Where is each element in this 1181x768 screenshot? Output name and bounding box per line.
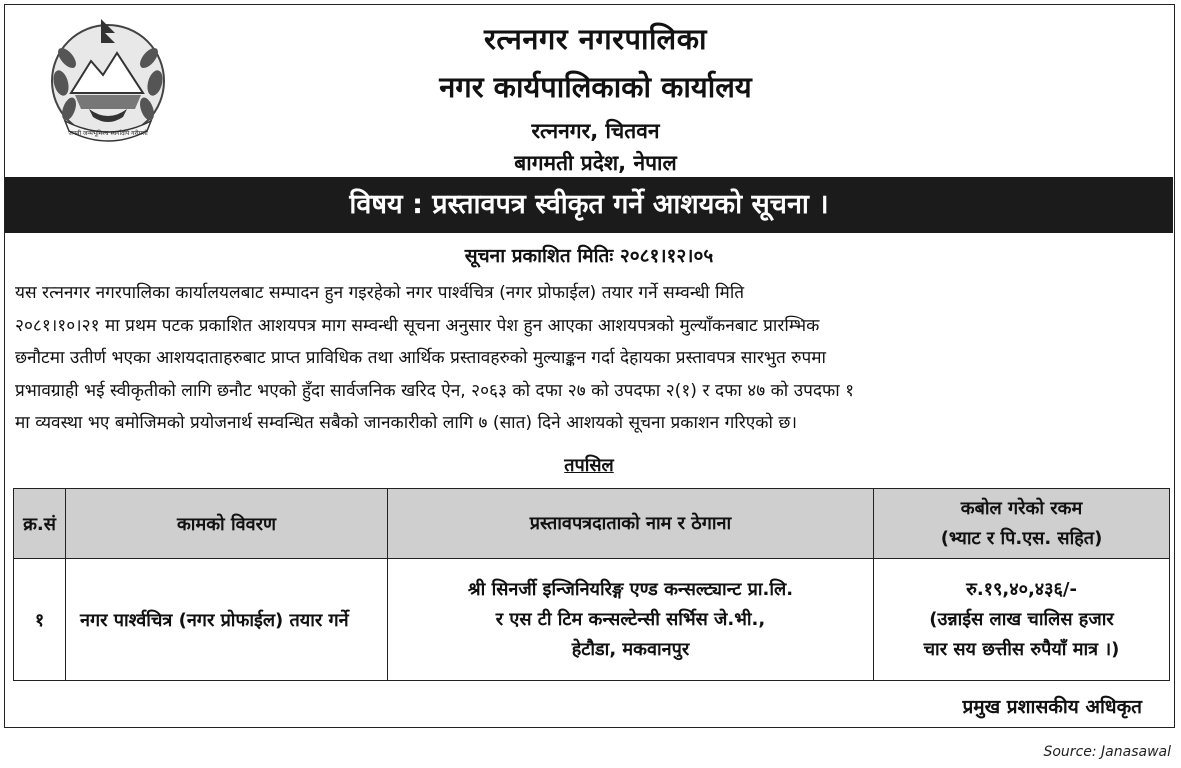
cell-sn: १ <box>14 559 66 681</box>
source-credit: Source: Janasawal <box>1043 744 1171 760</box>
body-line: यस रत्ननगर नगरपालिका कार्यालयलबाट सम्पादन हुन गइरहेको नगर पार्श्वचित्र (नगर प्रोफाईल) तयार गर्ने सम्वन्धी मिति <box>15 283 745 303</box>
address-line-2: बागमती प्रदेश, नेपाल <box>514 151 677 175</box>
header-description: कामको विवरण <box>66 489 388 559</box>
subject-heading: विषय : प्रस्तावपत्र स्वीकृत गर्ने आशयको सूचना । <box>5 177 1173 233</box>
municipality-name: रत्ननगर नगरपालिका <box>484 22 707 56</box>
notice-frame <box>4 4 1175 728</box>
body-line: मा व्यवस्था भए बमोजिमको प्रयोजनार्थ सम्वन्धित सबैको जानकारीको लागि ७ (सात) दिने आशयको सूचना प्रकाशन गरिएको छ। <box>15 413 797 433</box>
header-sn: क्र.सं <box>14 489 66 559</box>
body-line: २०८१।१०।२१ मा प्रथम पटक प्रकाशित आशयपत्र माग सम्वन्धी सूचना अनुसार पेश हुन आएका आशयपत्रको मुल्याँकनबाट प्रारम्भिक <box>15 315 820 336</box>
table-header-row <box>14 489 1170 559</box>
office-name: नगर कार्यपालिकाको कार्यालय <box>439 70 752 104</box>
amount-figure: रु.१९,४०,४३६/- <box>966 578 1077 600</box>
published-date: सूचना प्रकाशित मितिः २०८१।१२।०५ <box>464 245 714 267</box>
bidder-line-2: र एस टी टिम कन्सल्टेन्सी सर्भिस जे.भी., <box>495 608 766 630</box>
header-amount <box>874 489 1170 559</box>
amount-words-2: चार सय छत्तीस रुपैयाँ मात्र ।) <box>923 638 1120 660</box>
emblem-motto: जननी जन्मभूमिश्च स्वर्गादपि गरीयसी <box>68 130 148 137</box>
header-bidder: प्रस्तावपत्रदाताको नाम र ठेगाना <box>388 489 874 559</box>
schedule-title: तपसिल <box>564 455 614 476</box>
notice-body <box>15 277 1165 440</box>
amount-words-1: (उन्नाईस लाख चालिस हजार <box>929 608 1114 630</box>
body-line: प्रभावग्राही भई स्वीकृतीको लागि छनौट भएको हुँदा सार्वजनिक खरिद ऐन, २०६३ को दफा २७ को उपदफा २(१) र दफा ४७ को उपदफा १ <box>15 380 855 401</box>
cell-bidder <box>388 559 874 681</box>
schedule-table <box>13 488 1170 681</box>
cell-amount <box>874 559 1170 681</box>
header-amount-line2: (भ्याट र पि.एस. सहित) <box>940 527 1103 549</box>
header-amount-line1: कबोल गरेको रकम <box>960 497 1083 519</box>
body-line: छनौटमा उतीर्ण भएका आशयदाताहरुबाट प्राप्त प्राविधिक तथा आर्थिक प्रस्तावहरुको मुल्याङ्कन गर्दा देहायका प्रस्तावपत्र सारभुत रुपमा <box>15 348 826 368</box>
bidder-line-3: हेटौडा, मकवानपुर <box>571 638 690 660</box>
bidder-line-1: श्री सिनर्जी इन्जिनियरिङ्ग एण्ड कन्सल्ट्यान्ट प्रा.लि. <box>467 578 794 600</box>
table-row <box>14 559 1170 681</box>
signatory-title: प्रमुख प्रशासकीय अधिकृत <box>962 696 1142 718</box>
address-line-1: रत्ननगर, चितवन <box>531 119 660 143</box>
nepal-emblem <box>43 13 173 143</box>
cell-description: नगर पार्श्वचित्र (नगर प्रोफाईल) तयार गर्ने <box>66 559 388 681</box>
